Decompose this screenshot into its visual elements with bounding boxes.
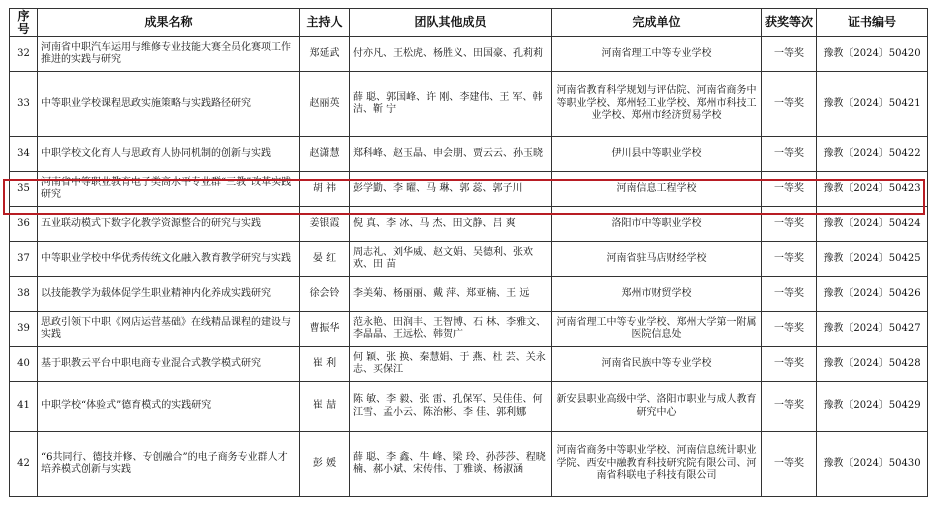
- cell-unit: 河南省民族中等专业学校: [552, 347, 762, 382]
- header-host: 主持人: [300, 9, 350, 37]
- cell-cert: 豫教〔2024〕50426: [817, 277, 928, 312]
- cell-name: 河南省中职汽车运用与维修专业技能大赛全员化赛项工作推进的实践与研究: [38, 37, 300, 72]
- cell-no: 38: [10, 277, 38, 312]
- cell-members: 李美菊、杨丽丽、戴 萍、郑亚楠、王 远: [350, 277, 552, 312]
- table-row: [10, 347, 928, 382]
- cell-name: 五业联动模式下数字化教学资源整合的研究与实践: [38, 207, 300, 242]
- cell-level: 一等奖: [762, 382, 817, 432]
- cell-unit: 河南省理工中等专业学校、郑州大学第一附属医院信息处: [552, 312, 762, 347]
- cell-level: 一等奖: [762, 207, 817, 242]
- table-row: [10, 382, 928, 432]
- cell-level: 一等奖: [762, 72, 817, 137]
- cell-no: 42: [10, 432, 38, 497]
- cell-cert: 豫教〔2024〕50421: [817, 72, 928, 137]
- cell-level: 一等奖: [762, 277, 817, 312]
- cell-level: 一等奖: [762, 137, 817, 172]
- cell-members: 周志礼、刘华威、赵文娟、吴德利、张欢欢、田 苗: [350, 242, 552, 277]
- cell-name: 以技能教学为载体促学生职业精神内化养成实践研究: [38, 277, 300, 312]
- cell-unit: 河南省理工中等专业学校: [552, 37, 762, 72]
- cell-cert: 豫教〔2024〕50425: [817, 242, 928, 277]
- table-row: [10, 242, 928, 277]
- cell-no: 41: [10, 382, 38, 432]
- cell-cert: 豫教〔2024〕50430: [817, 432, 928, 497]
- cell-host: 姜银霞: [300, 207, 350, 242]
- cell-members: 薛 聪、郭国峰、许 刚、李建伟、王 军、韩 洁、靳 宁: [350, 72, 552, 137]
- cell-name: 思政引领下中职《网店运营基础》在线精品课程的建设与实践: [38, 312, 300, 347]
- cell-no: 36: [10, 207, 38, 242]
- cell-members: 彭学勤、李 曜、马 琳、郭 蕊、郭子川: [350, 172, 552, 207]
- cell-cert: 豫教〔2024〕50423: [817, 172, 928, 207]
- cell-no: 37: [10, 242, 38, 277]
- cell-members: 陈 敏、李 毅、张 雷、孔保军、吴佳佳、何江雪、孟小云、陈治彬、李 佳、郭利娜: [350, 382, 552, 432]
- cell-host: 崔 喆: [300, 382, 350, 432]
- cell-cert: 豫教〔2024〕50424: [817, 207, 928, 242]
- cell-level: 一等奖: [762, 37, 817, 72]
- cell-name: 河南省中等职业教育电子类高水平专业群“三教”改革实践研究: [38, 172, 300, 207]
- header-members: 团队其他成员: [350, 9, 552, 37]
- cell-members: 范永艳、田润丰、王智博、石 林、李雅文、李晶晶、王远松、韩贺广: [350, 312, 552, 347]
- cell-members: 郑科峰、赵玉晶、申会朋、贾云云、孙玉晓: [350, 137, 552, 172]
- header-cert: 证书编号: [817, 9, 928, 37]
- table-row-highlighted: [10, 172, 928, 207]
- cell-unit: 河南省驻马店财经学校: [552, 242, 762, 277]
- cell-unit: 郑州市财贸学校: [552, 277, 762, 312]
- table-row: [10, 137, 928, 172]
- header-level: 获奖等次: [762, 9, 817, 37]
- cell-host: 晏 红: [300, 242, 350, 277]
- table-row: [10, 312, 928, 347]
- table-row: [10, 72, 928, 137]
- cell-no: 34: [10, 137, 38, 172]
- cell-cert: 豫教〔2024〕50427: [817, 312, 928, 347]
- cell-no: 39: [10, 312, 38, 347]
- cell-unit: 河南省商务中等职业学校、河南信息统计职业学院、西安中融教育科技研究院有限公司、河南省科联电子科技有限公司: [552, 432, 762, 497]
- cell-unit: 新安县职业高级中学、洛阳市职业与成人教育研究中心: [552, 382, 762, 432]
- cell-unit: 河南省教育科学规划与评估院、河南省商务中等职业学校、郑州轻工业学校、郑州市科技工业学校、郑州市经济贸易学校: [552, 72, 762, 137]
- cell-no: 35: [10, 172, 38, 207]
- cell-level: 一等奖: [762, 347, 817, 382]
- cell-host: 胡 祎: [300, 172, 350, 207]
- cell-name: 中等职业学校中华优秀传统文化融入教育教学研究与实践: [38, 242, 300, 277]
- header-no: 序号: [10, 9, 38, 37]
- cell-host: 郑延武: [300, 37, 350, 72]
- cell-level: 一等奖: [762, 432, 817, 497]
- cell-unit: 河南信息工程学校: [552, 172, 762, 207]
- cell-unit: 洛阳市中等职业学校: [552, 207, 762, 242]
- table-row: [10, 432, 928, 497]
- cell-no: 32: [10, 37, 38, 72]
- cell-level: 一等奖: [762, 312, 817, 347]
- cell-host: 赵潇慧: [300, 137, 350, 172]
- cell-no: 40: [10, 347, 38, 382]
- header-unit: 完成单位: [552, 9, 762, 37]
- cell-members: 薛 聪、李 鑫、牛 峰、梁 玲、孙莎莎、程晓楠、郝小斌、宋传伟、丁雅谈、杨淑涵: [350, 432, 552, 497]
- table-row: [10, 277, 928, 312]
- cell-host: 赵丽英: [300, 72, 350, 137]
- cell-cert: 豫教〔2024〕50420: [817, 37, 928, 72]
- cell-host: 曹振华: [300, 312, 350, 347]
- cell-members: 何 颖、张 换、秦慧娟、于 燕、杜 芸、关永志、买保江: [350, 347, 552, 382]
- table-row: [10, 207, 928, 242]
- cell-level: 一等奖: [762, 242, 817, 277]
- cell-name: 中职学校“体验式”德育模式的实践研究: [38, 382, 300, 432]
- cell-name: 中等职业学校课程思政实施策略与实践路径研究: [38, 72, 300, 137]
- cell-name: 基于职教云平台中职电商专业混合式教学模式研究: [38, 347, 300, 382]
- cell-members: 倪 真、李 冰、马 杰、田文静、吕 爽: [350, 207, 552, 242]
- header-row: [10, 9, 928, 37]
- table-row: [10, 37, 928, 72]
- cell-level: 一等奖: [762, 172, 817, 207]
- cell-members: 付亦凡、王松虎、杨胜义、田国豪、孔莉莉: [350, 37, 552, 72]
- cell-no: 33: [10, 72, 38, 137]
- cell-unit: 伊川县中等职业学校: [552, 137, 762, 172]
- cell-cert: 豫教〔2024〕50422: [817, 137, 928, 172]
- cell-host: 徐会铃: [300, 277, 350, 312]
- header-name: 成果名称: [38, 9, 300, 37]
- cell-name: 中职学校文化育人与思政育人协同机制的创新与实践: [38, 137, 300, 172]
- cell-host: 崔 利: [300, 347, 350, 382]
- cell-name: “6共同行、德技并修、专创融合”的电子商务专业群人才培养模式创新与实践: [38, 432, 300, 497]
- cell-cert: 豫教〔2024〕50429: [817, 382, 928, 432]
- cell-cert: 豫教〔2024〕50428: [817, 347, 928, 382]
- cell-host: 彭 媛: [300, 432, 350, 497]
- awards-table: [9, 8, 928, 497]
